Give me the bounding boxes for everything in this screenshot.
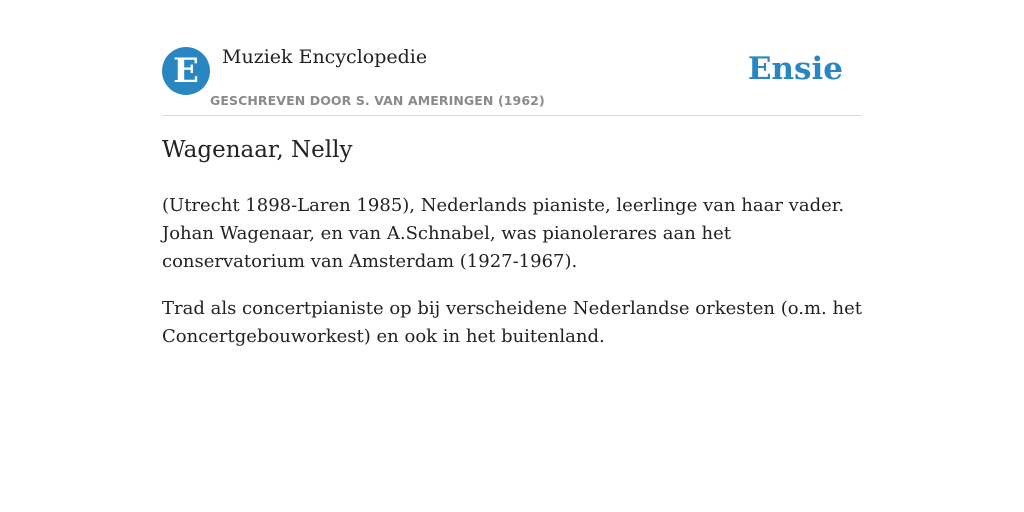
entry-body	[162, 192, 862, 370]
entry-paragraph: Trad als concertpianiste op bij verscheidene Nederlandse orkesten (o.m. het Concertgebouworkest) en ook in het buitenland.	[162, 298, 862, 347]
author-byline: GESCHREVEN DOOR S. VAN AMERINGEN (1962)	[210, 93, 545, 108]
encyclopedia-logo[interactable]: E	[162, 47, 210, 95]
header	[162, 40, 862, 116]
entry-paragraph: (Utrecht 1898-Laren 1985), Nederlands pianiste, leerlinge van haar vader. Johan Wagenaar, en van A.Schnabel, was pianolerares aan het conservatorium van Amsterdam (1927-1967).	[162, 195, 845, 272]
entry-title: Wagenaar, Nelly	[162, 137, 353, 163]
ensie-brand-logo[interactable]: Ensie	[747, 51, 843, 87]
book-title[interactable]: Muziek Encyclopedie	[222, 46, 428, 68]
